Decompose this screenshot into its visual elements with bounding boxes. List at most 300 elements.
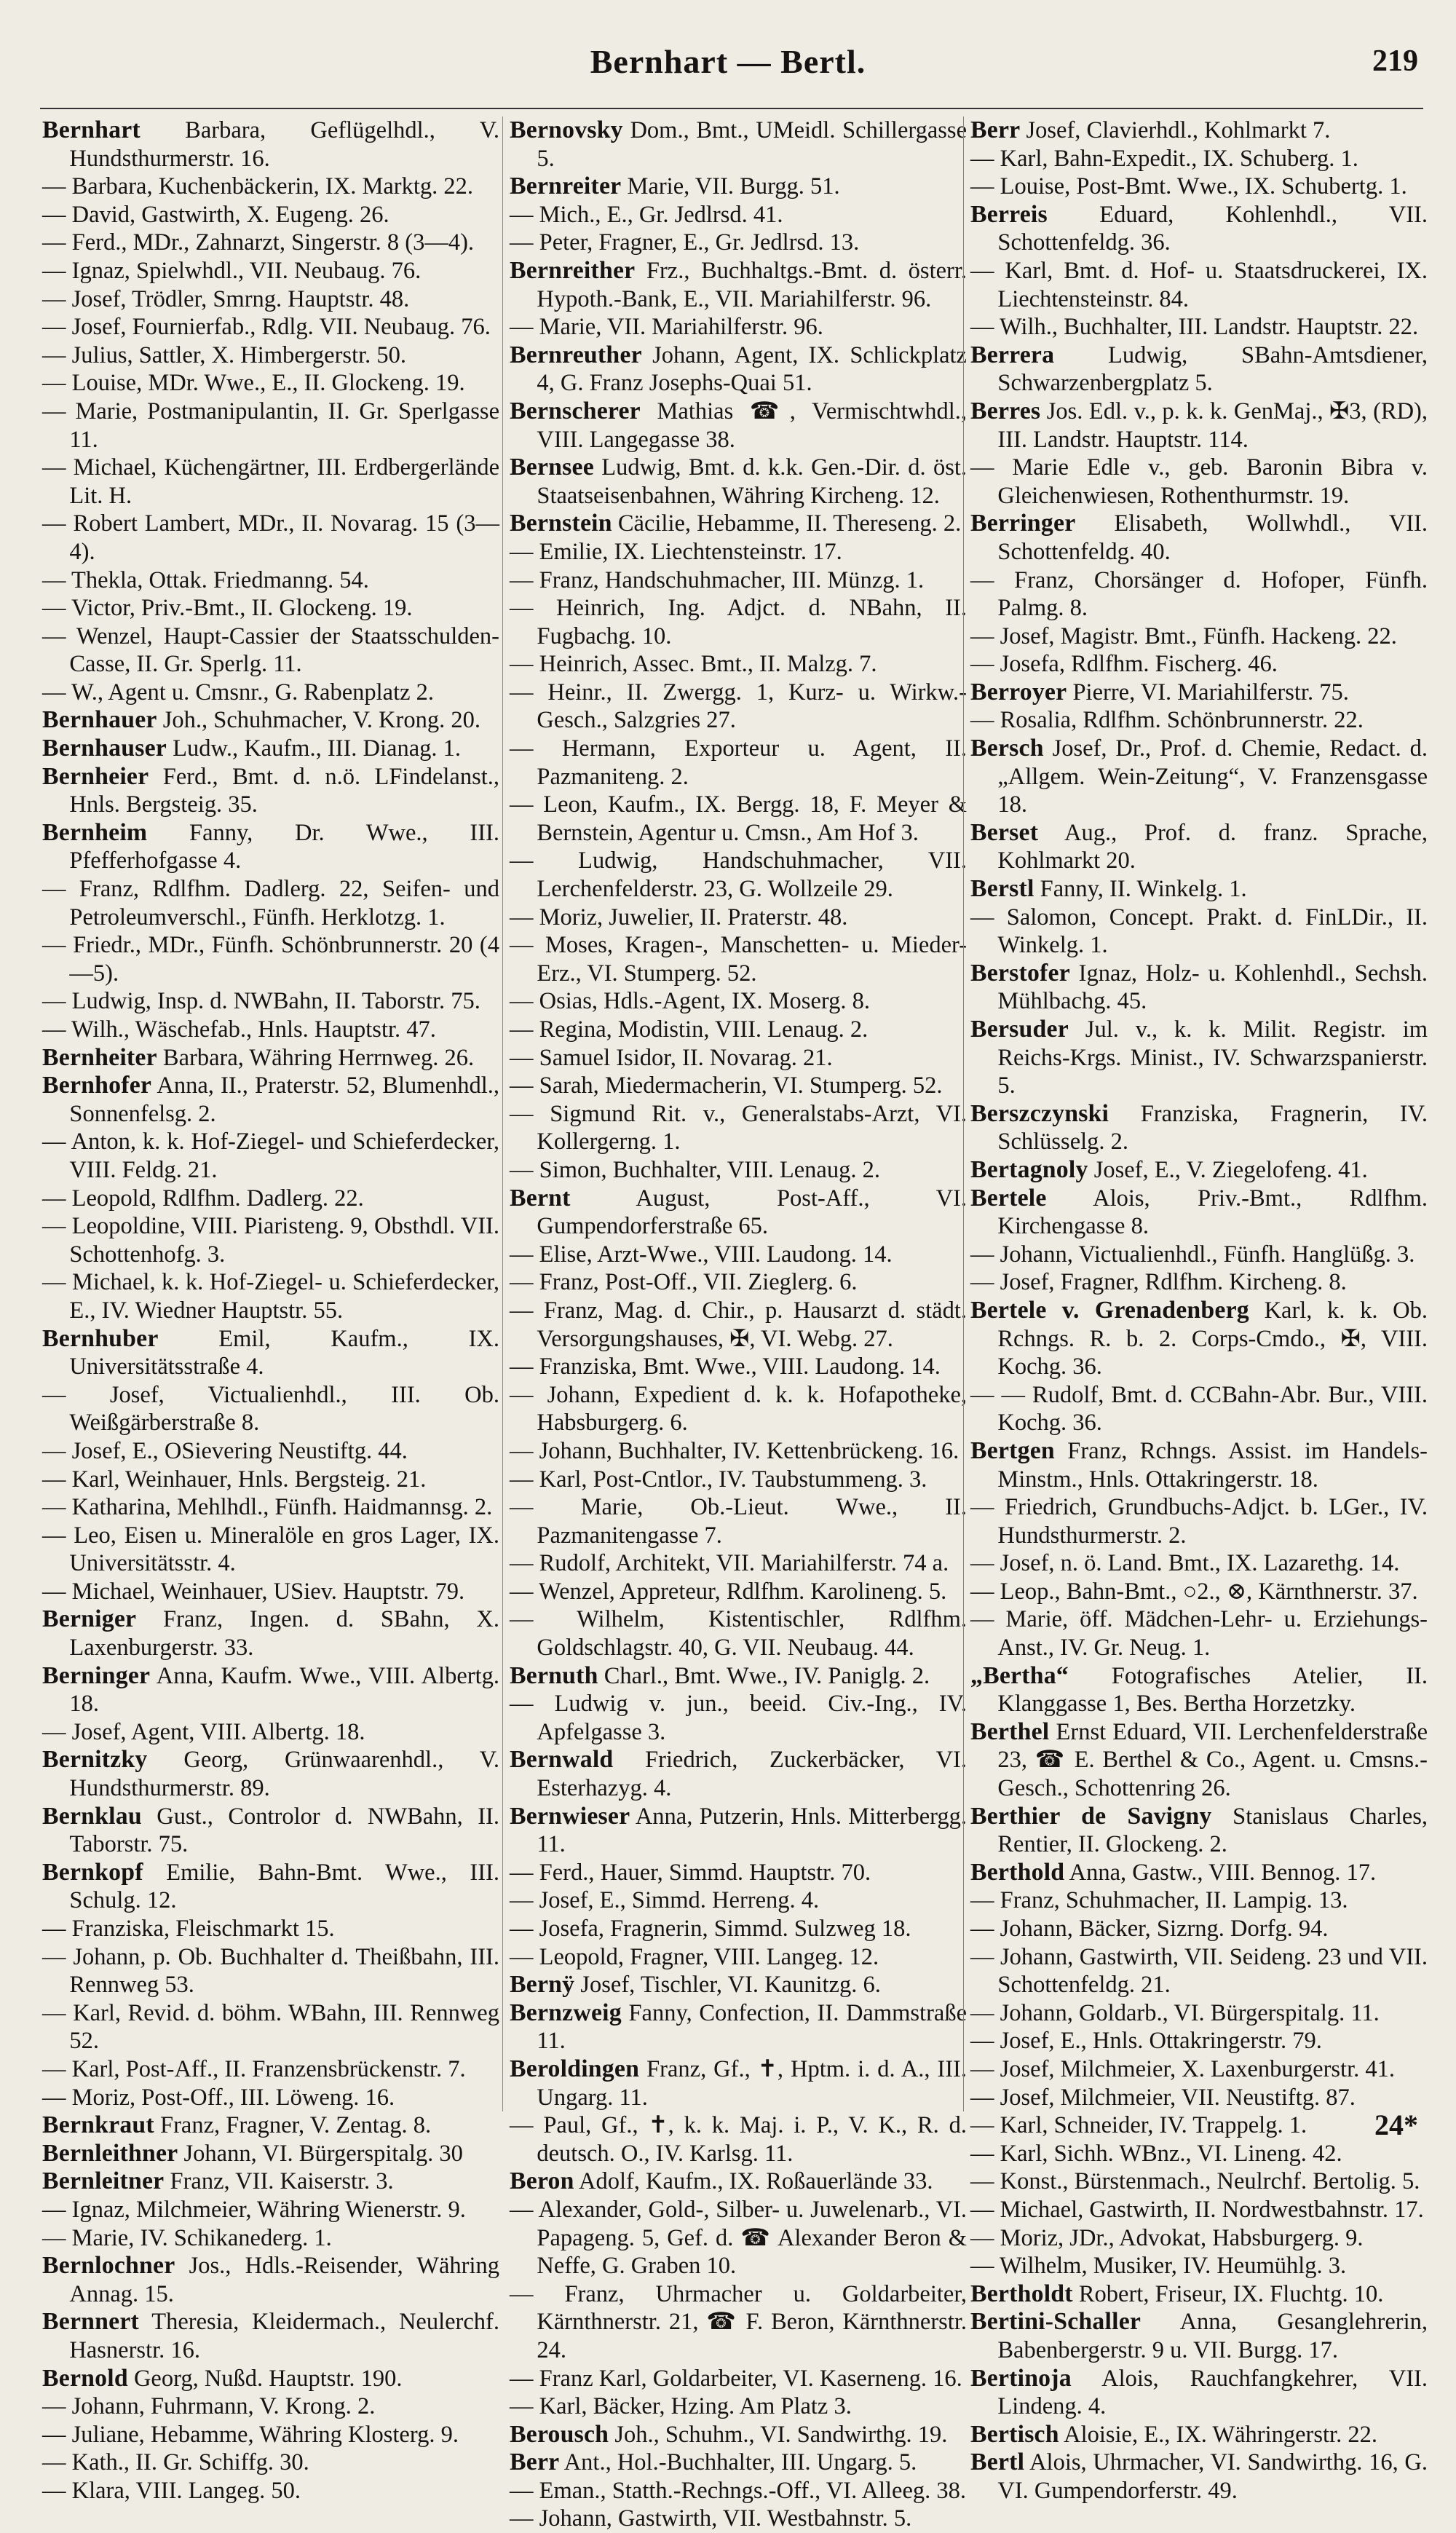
- directory-entry: [42, 2055, 499, 2084]
- entry-details: — Robert Lambert, MDr., II. Novarag. 15 (3—4).: [42, 510, 499, 565]
- entry-details: Fanny, II. Winkelg. 1.: [1040, 876, 1247, 903]
- directory-entry-headword: [510, 2055, 967, 2111]
- surname: Berthel: [970, 1718, 1050, 1745]
- surname: Bernold: [42, 2364, 128, 2392]
- entry-details: — Samuel Isidor, II. Novarag. 21.: [510, 1044, 833, 1071]
- entry-details: Friedrich, Zuckerbäcker, VI. Esterhazyg. 4.: [537, 1747, 967, 1802]
- directory-entry-headword: [42, 819, 499, 875]
- entry-details: — Wilhelm, Musiker, IV. Heumühlg. 3.: [970, 2253, 1347, 2280]
- entry-details: Mathias ☎, Vermischtwhdl., VIII. Langegasse 38.: [537, 398, 967, 453]
- directory-entry: [42, 2421, 499, 2449]
- directory-entry-headword: [970, 1437, 1428, 1493]
- directory-entry: [42, 987, 499, 1016]
- surname: Bernheim: [42, 818, 148, 846]
- surname: Beroldingen: [510, 2055, 640, 2082]
- directory-entry: [42, 875, 499, 931]
- directory-entry: [42, 1578, 499, 1606]
- entry-details: — Wenzel, Appreteur, Rdlfhm. Karolineng. 5.: [510, 1578, 947, 1605]
- surname: Bernleitner: [42, 2168, 165, 2195]
- column-2: [510, 116, 967, 2533]
- entry-details: — Michael, Küchengärtner, III. Erdbergerlände Lit. H.: [42, 454, 499, 509]
- surname: Bertini-Schaller: [970, 2308, 1142, 2336]
- directory-entry-headword: [970, 1662, 1428, 1718]
- entry-details: Ludw., Kaufm., III. Dianag. 1.: [173, 735, 462, 762]
- entry-details: — Josef, Agent, VIII. Albertg. 18.: [42, 1718, 365, 1745]
- directory-entry: [970, 2224, 1428, 2253]
- entry-details: — Marie, VII. Mariahilferstr. 96.: [510, 314, 823, 341]
- directory-entry: [970, 145, 1428, 173]
- directory-entry-headword: [42, 2111, 499, 2140]
- directory-entry: [42, 1212, 499, 1268]
- entry-details: — Moriz, Post-Off., III. Löweng. 16.: [42, 2084, 395, 2111]
- surname: Bernwieser: [510, 1802, 630, 1830]
- directory-entry: [510, 1353, 967, 1381]
- surname: Berres: [970, 397, 1041, 424]
- entry-details: Ant., Hol.-Buchhalter, III. Ungarg. 5.: [563, 2449, 917, 2476]
- surname: Berninger: [42, 1661, 151, 1689]
- directory-entry: [970, 2055, 1428, 2084]
- surname: Bersuder: [970, 1016, 1069, 1043]
- directory-entry-headword: [510, 1999, 967, 2055]
- directory-entry: [510, 2392, 967, 2421]
- entry-details: — Johann, Victualienhdl., Fünfh. Hanglüßg. 3.: [970, 1241, 1415, 1268]
- surname: Berroyer: [970, 678, 1067, 706]
- entry-details: Karl, k. k. Ob. Rchngs. R. b. 2. Corps-Cmdo., ✠, VIII. Kochg. 36.: [997, 1297, 1428, 1380]
- entry-details: — Michael, Gastwirth, II. Nordwestbahnstr. 17.: [970, 2196, 1424, 2223]
- directory-entry: [970, 1915, 1428, 1943]
- directory-entry-headword: [42, 1072, 499, 1128]
- directory-entry-headword: [970, 819, 1428, 875]
- directory-entry-headword: [970, 1803, 1428, 1859]
- directory-entry: [970, 1493, 1428, 1549]
- surname: Bernwald: [510, 1746, 614, 1774]
- entry-details: — Wenzel, Haupt-Cassier der Staatsschulden-Casse, II. Gr. Sperlg. 11.: [42, 623, 499, 678]
- surname: Berousch: [510, 2420, 609, 2448]
- surname: Bernitzky: [42, 1746, 148, 1774]
- entry-details: — Johann, Goldarb., VI. Bürgerspitalg. 11.: [970, 1999, 1380, 2026]
- entry-details: Eduard, Kohlenhdl., VII. Schottenfeldg. 36.: [997, 201, 1428, 256]
- directory-entry: [510, 1241, 967, 1269]
- entry-details: — Franziska, Fleischmarkt 15.: [42, 1916, 335, 1942]
- directory-entry: [510, 650, 967, 679]
- directory-entry: [510, 931, 967, 987]
- surname: Berstl: [970, 875, 1034, 903]
- directory-entry: [42, 1437, 499, 1466]
- entry-details: — David, Gastwirth, X. Eugeng. 26.: [42, 201, 389, 228]
- directory-entry-headword: [970, 2365, 1428, 2421]
- surname: Bertele: [970, 1184, 1047, 1212]
- entry-details: Georg, Nußd. Hauptstr. 190.: [133, 2365, 403, 2392]
- entry-details: — Karl, Bäcker, Hzing. Am Platz 3.: [510, 2393, 852, 2420]
- directory-entry: [42, 931, 499, 987]
- entry-details: — Paul, Gf., ✝, k. k. Maj. i. P., V. K., R. d. deutsch. O., IV. Karlsg. 11.: [510, 2112, 967, 2167]
- entry-details: Franz, Ingen. d. SBahn, X. Laxenburgerstr. 33.: [69, 1606, 499, 1661]
- directory-entry: [42, 2084, 499, 2112]
- directory-entry-headword: [510, 173, 967, 201]
- entry-details: Fanny, Dr. Wwe., III. Pfefferhofgasse 4.: [69, 819, 499, 874]
- directory-entry-headword: [42, 1325, 499, 1381]
- entry-details: — Josef, Magistr. Bmt., Fünfh. Hackeng. 22.: [970, 623, 1397, 649]
- entry-details: Gust., Controlor d. NWBahn, II. Taborstr. 75.: [69, 1803, 499, 1858]
- surname: Berszczynski: [970, 1099, 1109, 1127]
- entry-details: Marie, VII. Burgg. 51.: [627, 173, 840, 200]
- directory-entry: [970, 173, 1428, 201]
- directory-entry: [510, 679, 967, 735]
- surname: Bernreither: [510, 256, 636, 284]
- entry-details: Dom., Bmt., UMeidl. Schillergasse 5.: [537, 117, 968, 172]
- entry-details: — Anton, k. k. Hof-Ziegel- und Schieferdecker, VIII. Feldg. 21.: [42, 1129, 499, 1183]
- entry-details: Ludwig, SBahn-Amtsdiener, Schwarzenbergplatz 5.: [997, 341, 1428, 397]
- entry-details: — Johann, Buchhalter, IV. Kettenbrückeng. 16.: [510, 1437, 960, 1464]
- directory-entry: [970, 650, 1428, 679]
- entry-details: — Franziska, Bmt. Wwe., VIII. Laudong. 14.: [510, 1354, 941, 1380]
- entry-details: — Josef, Milchmeier, VII. Neustiftg. 87.: [970, 2084, 1356, 2111]
- entry-details: — Konst., Bürstenmach., Neulrchf. Bertolig. 5.: [970, 2168, 1420, 2195]
- surname: Bernhauser: [42, 735, 167, 762]
- directory-entry: [510, 1886, 967, 1915]
- entry-details: — — Rudolf, Bmt. d. CCBahn-Abr. Bur., VIII. Kochg. 36.: [970, 1381, 1428, 1437]
- directory-entry-headword: [970, 201, 1428, 257]
- directory-entry: [970, 2084, 1428, 2112]
- entry-details: — Emilie, IX. Liechtensteinstr. 17.: [510, 538, 842, 565]
- entry-details: Johann, VI. Bürgerspitalg. 30: [183, 2140, 463, 2167]
- entry-details: Georg, Grünwaarenhdl., V. Hundsthurmerstr. 89.: [69, 1747, 500, 1802]
- entry-details: — Josef, Fournierfab., Rdlg. VII. Neubaug. 76.: [42, 314, 491, 341]
- entry-details: Anna, Kaufm. Wwe., VIII. Albertg. 18.: [69, 1662, 499, 1718]
- directory-entry-headword: [510, 116, 967, 173]
- surname: Berreis: [970, 200, 1048, 228]
- directory-entry: [970, 1605, 1428, 1661]
- entry-details: Josef, Clavierhdl., Kohlmarkt 7.: [1026, 117, 1331, 143]
- directory-entry-headword: [970, 1859, 1428, 1887]
- directory-entry-headword: [42, 1859, 499, 1915]
- directory-entry: [970, 2140, 1428, 2168]
- surname: Bernhuber: [42, 1324, 159, 1352]
- surname: Bernuth: [510, 1661, 598, 1689]
- entry-details: Josef, Tischler, VI. Kaunitzg. 6.: [580, 1972, 881, 1999]
- directory-entry-headword: [42, 706, 499, 735]
- entry-details: — Johann, Gastwirth, VII. Westbahnstr. 5.: [510, 2505, 912, 2532]
- surname: Bernt: [510, 1184, 571, 1212]
- entry-details: — Juliane, Hebamme, Währing Klosterg. 9.: [42, 2421, 459, 2448]
- directory-entry: [970, 566, 1428, 623]
- directory-entry-headword: [42, 2140, 499, 2168]
- directory-entry-headword: [510, 510, 967, 538]
- directory-entry-headword: [970, 960, 1428, 1016]
- signature-mark: 24*: [1374, 2109, 1418, 2141]
- directory-entry-headword: [42, 2308, 499, 2364]
- directory-entry-headword: [970, 2449, 1428, 2505]
- directory-entry: [970, 1886, 1428, 1915]
- entry-details: Anna, Putzerin, Hnls. Mitterbergg. 11.: [537, 1803, 967, 1858]
- directory-entry-headword: [42, 735, 499, 763]
- directory-entry: [970, 2252, 1428, 2280]
- directory-entry: [970, 904, 1428, 960]
- entry-details: Aloisie, E., IX. Währingerstr. 22.: [1064, 2421, 1377, 2448]
- surname: Bertgen: [970, 1437, 1055, 1464]
- entry-details: Johann, Agent, IX. Schlickplatz 4, G. Franz Josephs-Quai 51.: [537, 341, 967, 397]
- surname: Bernleithner: [42, 2139, 178, 2167]
- directory-entry-headword: [970, 1297, 1428, 1381]
- directory-entry-headword: [970, 398, 1428, 454]
- directory-entry: [510, 1044, 967, 1072]
- surname: Bernklau: [42, 1802, 142, 1830]
- entry-details: Ferd., Bmt. d. n.ö. LFindelanst., Hnls. Bergsteig. 35.: [69, 763, 499, 818]
- surname: Bernhauer: [42, 706, 157, 734]
- directory-entry: [510, 847, 967, 903]
- entry-details: — Klara, VIII. Langeg. 50.: [42, 2477, 301, 2504]
- directory-entry: [510, 1100, 967, 1156]
- directory-entry: [970, 1241, 1428, 1269]
- directory-entry: [42, 1915, 499, 1943]
- surname: Bernlochner: [42, 2252, 175, 2280]
- directory-entry: [970, 1381, 1428, 1437]
- entry-details: Ignaz, Holz- u. Kohlenhdl., Sechsh. Mühlbachg. 45.: [997, 960, 1428, 1015]
- surname: Berstofer: [970, 959, 1070, 987]
- entry-details: — Eman., Statth.-Rechngs.-Off., VI. Alleeg. 38.: [510, 2477, 967, 2504]
- surname: Bertinoja: [970, 2364, 1072, 2392]
- directory-entry: [510, 1493, 967, 1549]
- entry-details: — Friedr., MDr., Fünfh. Schönbrunnerstr. 20 (4—5).: [42, 932, 499, 987]
- entry-details: — Franz, Schuhmacher, II. Lampig. 13.: [970, 1887, 1348, 1914]
- entry-details: Barbara, Geflügelhdl., V. Hundsthurmerstr. 16.: [69, 117, 499, 172]
- directory-entry: [970, 2196, 1428, 2224]
- directory-entry: [970, 313, 1428, 341]
- entry-details: — Ignaz, Milchmeier, Währing Wienerstr. 9.: [42, 2196, 466, 2223]
- entry-details: Charl., Bmt. Wwe., IV. Paniglg. 2.: [604, 1662, 930, 1689]
- entry-details: Franz, Gf., ✝, Hptm. i. d. A., III. Ungarg. 11.: [537, 2055, 968, 2111]
- directory-entry: [42, 341, 499, 370]
- entry-details: Jos., Hdls.-Reisender, Währing Annag. 15.: [69, 2253, 499, 2307]
- directory-entry: [42, 2449, 499, 2477]
- entry-details: — Josef, E., OSievering Neustiftg. 44.: [42, 1437, 408, 1464]
- entry-details: — Rosalia, Rdlfhm. Schönbrunnerstr. 22.: [970, 707, 1364, 734]
- entry-details: — Victor, Priv.-Bmt., II. Glockeng. 19.: [42, 595, 413, 622]
- directory-entry-headword: [42, 1803, 499, 1859]
- directory-entry-headword: [970, 1016, 1428, 1100]
- directory-entry: [42, 454, 499, 510]
- directory-entry-headword: [42, 1044, 499, 1072]
- directory-entry: [42, 2392, 499, 2421]
- directory-entry: [510, 1437, 967, 1466]
- entry-details: — Josefa, Fragnerin, Simmd. Sulzweg 18.: [510, 1916, 911, 1942]
- entry-details: — Wilhelm, Kistentischler, Rdlfhm. Goldschlagstr. 40, G. VII. Neubaug. 44.: [510, 1606, 967, 1661]
- directory-entry-headword: [510, 1803, 967, 1859]
- entry-details: — Ludwig, Insp. d. NWBahn, II. Taborstr. 75.: [42, 988, 480, 1015]
- entry-details: — W., Agent u. Cmsnr., G. Rabenplatz 2.: [42, 679, 435, 706]
- directory-entry-headword: [42, 2252, 499, 2308]
- directory-entry: [42, 1016, 499, 1044]
- entry-details: Pierre, VI. Mariahilferstr. 75.: [1072, 679, 1349, 706]
- entry-details: Jos. Edl. v., p. k. k. GenMaj., ✠3, (RD), III. Landstr. Hauptstr. 114.: [997, 398, 1428, 453]
- entry-details: — Heinrich, Ing. Adjct. d. NBahn, II. Fugbachg. 10.: [510, 595, 967, 649]
- directory-entry: [970, 1999, 1428, 2028]
- directory-entry: [510, 566, 967, 595]
- entry-details: — Karl, Revid. d. böhm. WBahn, III. Rennweg 52.: [42, 1999, 499, 2055]
- directory-entry: [510, 1578, 967, 1606]
- directory-entry: [510, 987, 967, 1016]
- entry-details: Frz., Buchhaltgs.-Bmt. d. österr. Hypoth.-Bank, E., VII. Mariahilferstr. 96.: [537, 257, 967, 312]
- entry-details: — Franz Karl, Goldarbeiter, VI. Kaserneng. 16.: [510, 2365, 962, 2392]
- directory-entry: [510, 1549, 967, 1578]
- surname: Bernkraut: [42, 2111, 154, 2139]
- entry-details: — Franz, Uhrmacher u. Goldarbeiter, Kärnthnerstr. 21, ☎ F. Beron, Kärnthnerstr. 24.: [510, 2280, 967, 2363]
- entry-details: — Osias, Hdls.-Agent, IX. Moserg. 8.: [510, 988, 870, 1015]
- entry-details: — Karl, Bahn-Expedit., IX. Schuberg. 1.: [970, 145, 1358, 172]
- surname: Bernreiter: [510, 173, 622, 200]
- directory-entry: [42, 1522, 499, 1578]
- entry-details: — Hermann, Exporteur u. Agent, II. Pazmaniteng. 2.: [510, 735, 967, 790]
- entry-details: — Franz, Chorsänger d. Hofoper, Fünfh. Palmg. 8.: [970, 566, 1428, 622]
- directory-entry: [42, 594, 499, 623]
- entry-details: — Johann, Bäcker, Sizrng. Dorfg. 94.: [970, 1916, 1329, 1942]
- directory-entry: [42, 369, 499, 398]
- entry-details: — Franz, Post-Off., VII. Zieglerg. 6.: [510, 1269, 858, 1296]
- entry-details: — Franz, Mag. d. Chir., p. Hausarzt d. städt. Versorgungshauses, ✠, VI. Webg. 27.: [510, 1297, 967, 1352]
- entry-details: Anna, II., Praterstr. 52, Blumenhdl., Sonnenfelsg. 2.: [69, 1072, 499, 1127]
- entry-details: Robert, Friseur, IX. Fluchtg. 10.: [1078, 2280, 1384, 2307]
- entry-details: Anna, Gesanglehrerin, Babenbergerstr. 9 u. VII. Burgg. 17.: [997, 2309, 1428, 2363]
- entry-details: — Moriz, Juwelier, II. Praterstr. 48.: [510, 904, 848, 930]
- entry-details: Jul. v., k. k. Milit. Registr. im Reichs-Krgs. Minist., IV. Schwarzspanierstr. 5.: [997, 1016, 1428, 1099]
- entry-details: Adolf, Kaufm., IX. Roßauerlände 33.: [578, 2168, 933, 2195]
- entry-details: — Alexander, Gold-, Silber- u. Juwelenarb., VI. Papageng. 5, Gef. d. ☎ Alexander Beron & Neffe, G. Graben 10.: [510, 2196, 967, 2280]
- entry-details: Josef, E., V. Ziegelofeng. 41.: [1093, 1156, 1368, 1183]
- directory-entry: [42, 1999, 499, 2055]
- column-3: [970, 116, 1428, 2505]
- directory-entry-headword: [510, 398, 967, 454]
- entry-details: Emil, Kaufm., IX. Universitätsstraße 4.: [69, 1325, 500, 1380]
- directory-entry: [970, 706, 1428, 735]
- directory-entry: [970, 1549, 1428, 1578]
- surname: Bernhart: [42, 116, 141, 143]
- entry-details: — Johann, Fuhrmann, V. Krong. 2.: [42, 2393, 376, 2420]
- header-rule: [40, 108, 1423, 109]
- entry-details: Alois, Rauchfangkehrer, VII. Lindeng. 4.: [997, 2365, 1428, 2420]
- directory-entry-headword: [510, 1971, 967, 1999]
- entry-details: Ludwig, Bmt. d. k.k. Gen.-Dir. d. öst. Staatseisenbahnen, Währing Kircheng. 12.: [537, 454, 968, 509]
- surname: Bertholdt: [970, 2280, 1073, 2307]
- surname: Bernscherer: [510, 397, 641, 424]
- entry-details: — Elise, Arzt-Wwe., VIII. Laudong. 14.: [510, 1241, 893, 1268]
- entry-details: Joh., Schuhm., VI. Sandwirthg. 19.: [614, 2421, 948, 2448]
- directory-entry: [42, 398, 499, 454]
- entry-details: — Moriz, JDr., Advokat, Habsburgerg. 9.: [970, 2224, 1364, 2251]
- entry-details: Elisabeth, Wollwhdl., VII. Schottenfeldg. 40.: [997, 510, 1428, 565]
- entry-details: Theresia, Kleidermach., Neulerchf. Hasnerstr. 16.: [69, 2309, 499, 2363]
- surname: Bernreuther: [510, 341, 642, 368]
- directory-entry-headword: [970, 2421, 1428, 2449]
- entry-details: — Marie Edle v., geb. Baronin Bibra v. Gleichenwiesen, Rothenthurmstr. 19.: [970, 454, 1428, 509]
- directory-entry: [510, 791, 967, 847]
- entry-details: — Leon, Kaufm., IX. Bergg. 18, F. Meyer & Bernstein, Agentur u. Cmsn., Am Hof 3.: [510, 791, 967, 846]
- directory-entry: [42, 1128, 499, 1184]
- directory-entry: [42, 201, 499, 229]
- directory-entry-headword: [42, 763, 499, 819]
- entry-details: — Josef, n. ö. Land. Bmt., IX. Lazarethg. 14.: [970, 1550, 1400, 1577]
- directory-entry-headword: [510, 2421, 967, 2449]
- directory-entry: [42, 510, 499, 566]
- entry-details: — Barbara, Kuchenbäckerin, IX. Marktg. 22.: [42, 173, 474, 200]
- directory-entry-headword: [970, 510, 1428, 566]
- directory-entry: [510, 229, 967, 257]
- entry-details: Fotografisches Atelier, II. Klanggasse 1, Bes. Bertha Horzetzky.: [997, 1662, 1428, 1718]
- entry-details: — Ferd., Hauer, Simmd. Hauptstr. 70.: [510, 1859, 871, 1886]
- directory-entry: [510, 201, 967, 229]
- surname: Berr: [970, 116, 1021, 143]
- surname: Berset: [970, 818, 1039, 846]
- directory-entry: [42, 1718, 499, 1747]
- directory-entry: [42, 229, 499, 257]
- directory-entry: [42, 2196, 499, 2224]
- directory-entry-headword: [42, 2365, 499, 2393]
- directory-entry: [510, 313, 967, 341]
- entry-details: — Marie, Ob.-Lieut. Wwe., II. Pazmanitengasse 7.: [510, 1494, 967, 1549]
- directory-entry: [42, 285, 499, 314]
- entry-details: Alois, Uhrmacher, VI. Sandwirthg. 16, G. VI. Gumpendorferstr. 49.: [997, 2449, 1428, 2504]
- directory-entry: [510, 2477, 967, 2505]
- directory-entry: [42, 173, 499, 201]
- directory-entry: [510, 1297, 967, 1353]
- entry-details: — Josef, E., Hnls. Ottakringerstr. 79.: [970, 2028, 1322, 2055]
- entry-details: — Louise, Post-Bmt. Wwe., IX. Schubertg. 1.: [970, 173, 1407, 200]
- directory-entry-headword: [970, 735, 1428, 819]
- entry-details: Fanny, Confection, II. Dammstraße 11.: [537, 1999, 968, 2055]
- surname: Bernstein: [510, 510, 612, 537]
- directory-entry-headword: [510, 2449, 967, 2477]
- surname: Berrera: [970, 341, 1055, 368]
- surname: Bernheier: [42, 762, 149, 790]
- entry-details: — Karl, Sichh. WBnz., VI. Lineng. 42.: [970, 2140, 1342, 2167]
- surname: Berthold: [970, 1858, 1065, 1886]
- directory-entry: [970, 454, 1428, 510]
- directory-entry-headword: [970, 116, 1428, 145]
- entry-details: — Moses, Kragen-, Manschetten- u. Mieder-Erz., VI. Stumperg. 52.: [510, 932, 967, 987]
- surname: Bernhofer: [42, 1072, 152, 1099]
- directory-entry: [970, 1268, 1428, 1297]
- directory-entry-headword: [970, 679, 1428, 707]
- directory-entry: [42, 1493, 499, 1522]
- entry-details: — Ludwig, Handschuhmacher, VII. Lerchenfelderstr. 23, G. Wollzeile 29.: [510, 847, 967, 903]
- entry-details: Aug., Prof. d. franz. Sprache, Kohlmarkt 20.: [997, 819, 1428, 874]
- directory-entry: [42, 566, 499, 595]
- entry-details: — Josef, Victualienhdl., III. Ob. Weißgärberstraße 8.: [42, 1381, 499, 1437]
- entry-details: Barbara, Währing Herrnweg. 26.: [162, 1044, 475, 1071]
- entry-details: — Josefa, Rdlfhm. Fischerg. 46.: [970, 651, 1278, 678]
- directory-entry: [510, 1943, 967, 1972]
- directory-entry: [42, 2477, 499, 2505]
- entry-details: — Heinrich, Assec. Bmt., II. Malzg. 7.: [510, 651, 877, 678]
- directory-entry-headword: [970, 875, 1428, 904]
- directory-entry-headword: [42, 1662, 499, 1718]
- directory-entry-headword: [42, 1746, 499, 1802]
- directory-entry-headword: [970, 1185, 1428, 1241]
- entry-details: — Regina, Modistin, VIII. Lenaug. 2.: [510, 1016, 869, 1043]
- entry-details: — Karl, Post-Cntlor., IV. Taubstummeng. 3.: [510, 1466, 927, 1493]
- directory-entry: [42, 1185, 499, 1213]
- directory-entry: [970, 623, 1428, 651]
- entry-details: — Marie, IV. Schikanederg. 1.: [42, 2224, 332, 2251]
- directory-entry-headword: [510, 1662, 967, 1691]
- surname: Bersch: [970, 735, 1044, 762]
- entry-details: Franziska, Fragnerin, IV. Schlüsselg. 2.: [997, 1100, 1428, 1155]
- directory-entry-headword: [970, 341, 1428, 398]
- directory-entry: [42, 2224, 499, 2253]
- directory-entry-headword: [42, 2168, 499, 2196]
- entry-details: — Leo, Eisen u. Mineralöle en gros Lager, IX. Universitätsstr. 4.: [42, 1522, 499, 1577]
- directory-entry-headword: [510, 2168, 967, 2196]
- directory-entry: [510, 1072, 967, 1100]
